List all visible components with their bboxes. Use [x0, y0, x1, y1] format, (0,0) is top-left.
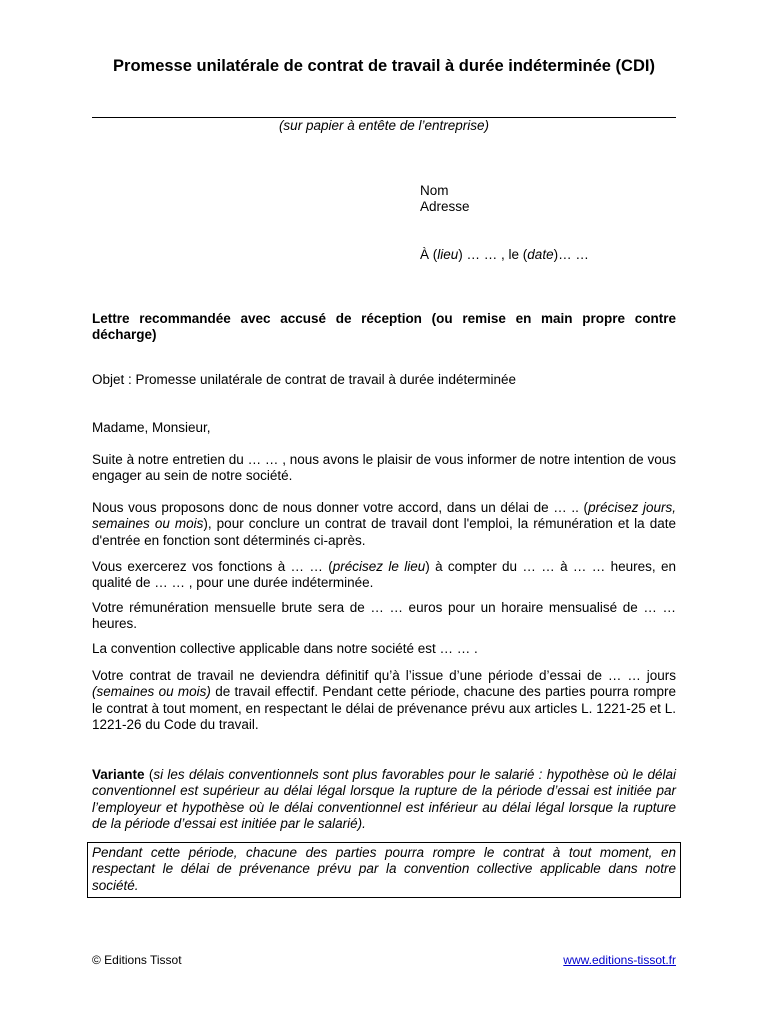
paragraph-variant	[92, 767, 676, 832]
variant-text-a: (	[144, 767, 154, 782]
trial-text-a: Votre contrat de travail ne deviendra définitif qu’à l’issue d’une période d’essai de … … jours	[92, 668, 676, 683]
salutation: Madame, Monsieur,	[92, 420, 211, 435]
variant-label: Variante	[92, 767, 145, 782]
trial-text-c: de travail effectif. Pendant cette période, chacune des parties pourra rompre le contrat à tout moment, en respectant le délai de prévenance prévu aux articles L. 1221-25 et L. 1221-26 du Code du travail.	[92, 684, 676, 732]
footer-website-link[interactable]: www.editions-tissot.fr	[563, 953, 676, 967]
paragraph-interview: Suite à notre entretien du … … , nous avons le plaisir de vous informer de notre intention de vous engager au sein de notre société.	[92, 452, 676, 484]
functions-text-a: Vous exercerez vos fonctions à … … (	[92, 559, 333, 574]
paragraph-salary: Votre rémunération mensuelle brute sera de … … euros pour un horaire mensualisé de … … heures.	[92, 600, 676, 632]
place-suffix: )… …	[553, 247, 589, 262]
variant-clause-box: Pendant cette période, chacune des parties pourra rompre le contrat à tout moment, en respectant le délai de prévenance prévu par la convention collective applicable dans notre société.	[87, 842, 681, 898]
recipient-name: Nom	[420, 183, 449, 198]
document-title: Promesse unilatérale de contrat de travail à durée indéterminée (CDI)	[113, 57, 655, 75]
date-word: date	[527, 247, 554, 262]
place-prefix: À (	[420, 247, 438, 262]
place-mid: ) … … , le (	[458, 247, 528, 262]
proposal-text-c: ), pour conclure un contrat de travail dont l'emploi, la rémunération et la date d'entrée en fonction sont déterminés ci-après.	[92, 516, 676, 548]
letter-object: Objet : Promesse unilatérale de contrat de travail à durée indéterminée	[92, 372, 516, 387]
proposal-text-a: Nous vous proposons donc de nous donner votre accord, dans un délai de … .. (	[92, 500, 589, 515]
letterhead-note: (sur papier à entête de l’entreprise)	[278, 118, 490, 133]
place-date-line	[420, 247, 589, 263]
place-word: lieu	[437, 247, 459, 262]
recipient-address: Adresse	[420, 199, 470, 214]
footer-copyright: © Editions Tissot	[92, 953, 182, 967]
proposal-text-b: précisez jours, semaines ou mois	[92, 500, 676, 532]
paragraph-trial-period	[92, 668, 676, 733]
variant-text-b: si les délais conventionnels sont plus favorables pour le salarié : hypothèse où le délai conventionnel est supérieur au délai légal lorsque la rupture de la période d’essai est initiée par l’employeur et hypothèse où le délai conventionnel est inférieur au délai légal lorsque la rupture de la période d’essai est initiée par le salarié).	[92, 767, 676, 831]
paragraph-proposal	[92, 500, 676, 549]
delivery-mode: Lettre recommandée avec accusé de réception (ou remise en main propre contre décharge)	[92, 311, 676, 343]
paragraph-convention: La convention collective applicable dans notre société est … … .	[92, 641, 478, 656]
trial-text-b: (semaines ou mois)	[92, 684, 211, 700]
functions-text-c: ) à compter du … … à … … heures, en qualité de … … , pour une durée indéterminée.	[92, 559, 676, 591]
paragraph-functions	[92, 559, 676, 592]
functions-text-b: précisez le lieu	[332, 559, 426, 574]
